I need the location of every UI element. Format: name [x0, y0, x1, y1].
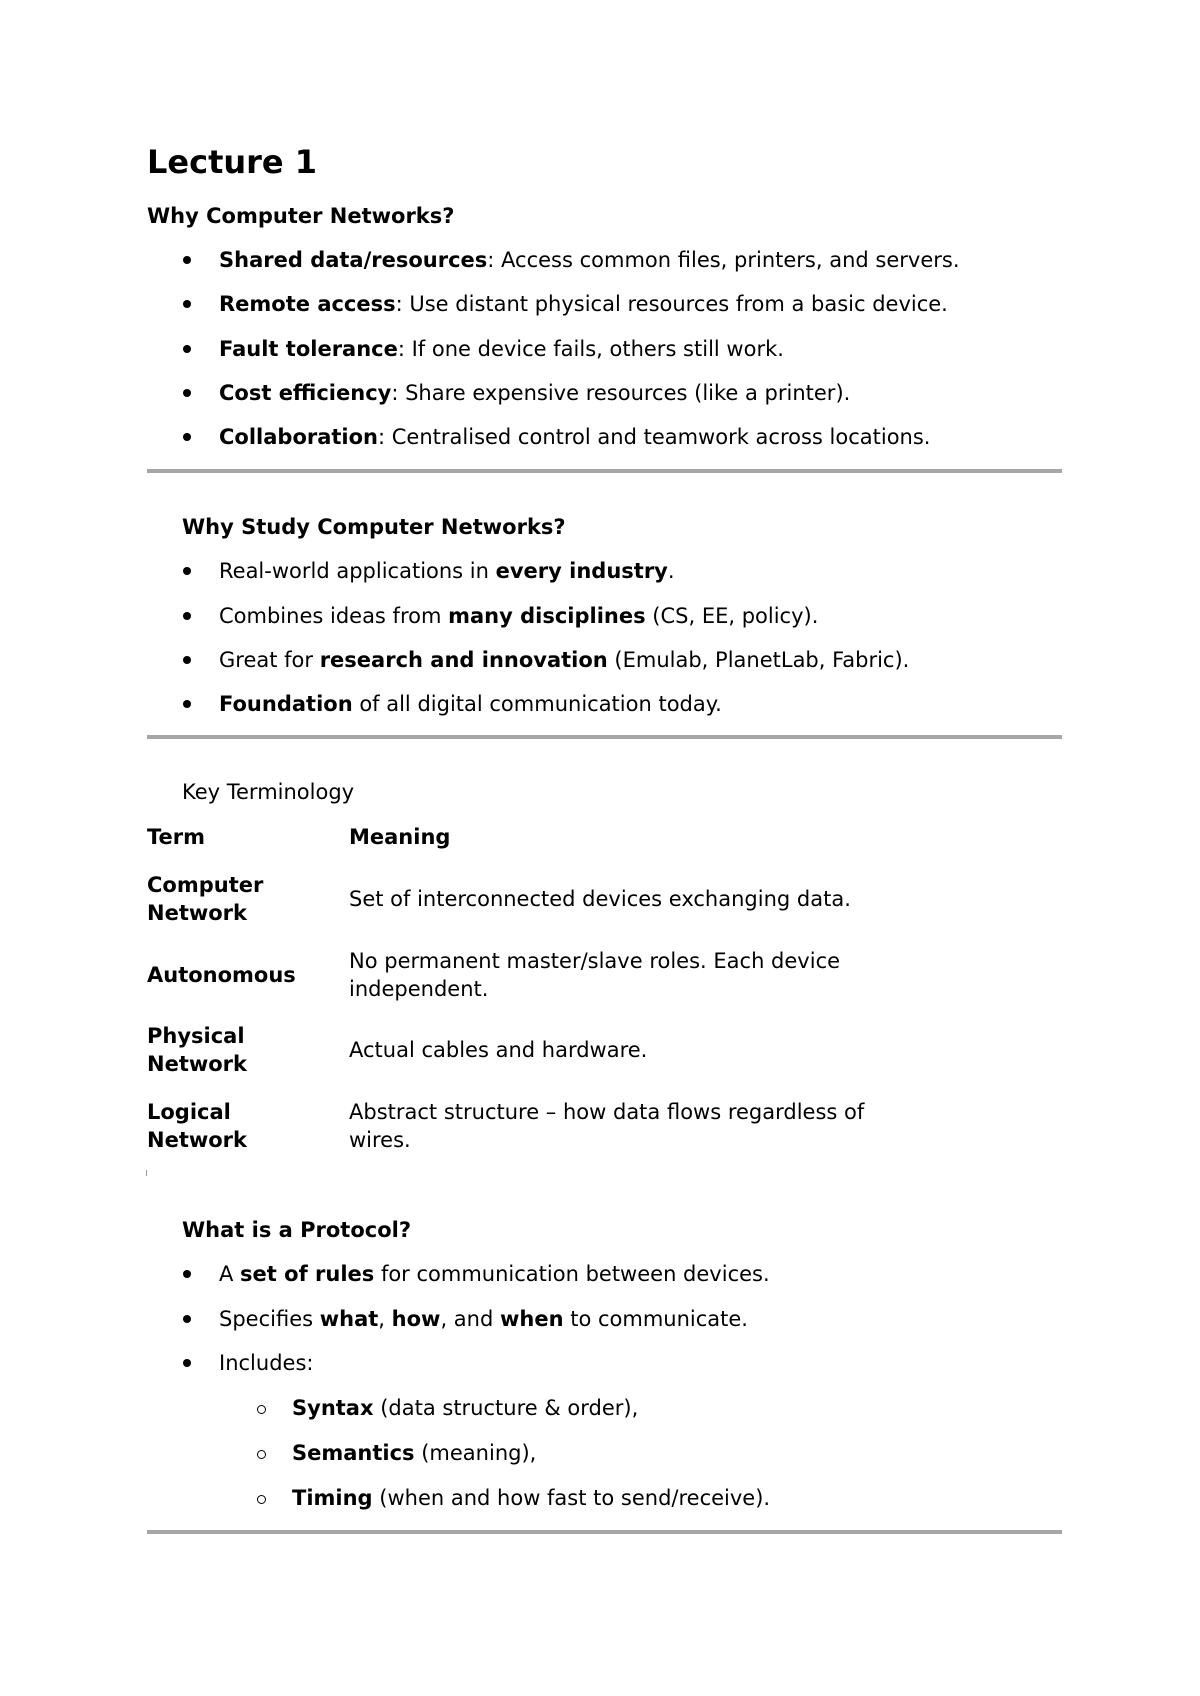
bullet-icon	[183, 567, 191, 575]
list-item: Real-world applications in every industry.	[219, 559, 675, 583]
table-cell-term: Autonomous	[147, 963, 296, 987]
list-item: Combines ideas from many disciplines (CS, EE, policy).	[219, 604, 819, 628]
table-cell-meaning: Set of interconnected devices exchanging data.	[349, 887, 851, 911]
table-cell-meaning: Actual cables and hardware.	[349, 1038, 648, 1062]
list-item: Remote access: Use distant physical resources from a basic device.	[219, 292, 948, 316]
table-end-marker	[146, 1170, 147, 1176]
table-cell-term: Physical Network	[147, 1024, 248, 1076]
list-item: Includes:	[219, 1351, 314, 1375]
sub-list-item: Timing (when and how fast to send/receive).	[292, 1486, 771, 1510]
sub-bullet-icon	[257, 1495, 266, 1504]
list-item: Fault tolerance: If one device fails, others still work.	[219, 337, 784, 361]
list-item: Collaboration: Centralised control and teamwork across locations.	[219, 425, 931, 449]
bullet-icon	[183, 389, 191, 397]
section-heading-what-is-a-protocol: What is a Protocol?	[182, 1218, 412, 1242]
list-item: Foundation of all digital communication today.	[219, 692, 722, 716]
table-cell-meaning: No permanent master/slave roles. Each device independent.	[349, 949, 841, 1001]
bullet-icon	[183, 1359, 191, 1367]
table-cell-meaning: Abstract structure – how data flows regardless of wires.	[349, 1100, 865, 1152]
bullet-icon	[183, 345, 191, 353]
bullet-icon	[183, 700, 191, 708]
section-divider	[147, 1530, 1062, 1534]
table-header-term: Term	[147, 825, 206, 849]
bullet-icon	[183, 612, 191, 620]
bullet-icon	[183, 433, 191, 441]
bullet-icon	[183, 656, 191, 664]
section-heading-why-computer-networks: Why Computer Networks?	[147, 204, 455, 228]
list-item: Shared data/resources: Access common files, printers, and servers.	[219, 248, 960, 272]
section-heading-why-study: Why Study Computer Networks?	[182, 515, 566, 539]
section-divider	[147, 469, 1062, 473]
sub-list-item: Semantics (meaning),	[292, 1441, 537, 1465]
bullet-icon	[183, 300, 191, 308]
sub-bullet-icon	[257, 1450, 266, 1459]
bullet-icon	[183, 256, 191, 264]
sub-bullet-icon	[257, 1405, 266, 1414]
section-divider	[147, 735, 1062, 739]
bullet-icon	[183, 1315, 191, 1323]
page-title: Lecture 1	[147, 143, 318, 181]
list-item: A set of rules for communication between devices.	[219, 1262, 770, 1286]
sub-list-item: Syntax (data structure & order),	[292, 1396, 639, 1420]
list-item: Great for research and innovation (Emulab, PlanetLab, Fabric).	[219, 648, 910, 672]
section-heading-key-terminology: Key Terminology	[182, 780, 355, 804]
table-header-meaning: Meaning	[349, 825, 451, 849]
bullet-icon	[183, 1270, 191, 1278]
list-item: Specifies what, how, and when to communicate.	[219, 1307, 748, 1331]
list-item: Cost efficiency: Share expensive resources (like a printer).	[219, 381, 851, 405]
table-cell-term: Computer Network	[147, 873, 264, 925]
table-cell-term: Logical Network	[147, 1100, 248, 1152]
